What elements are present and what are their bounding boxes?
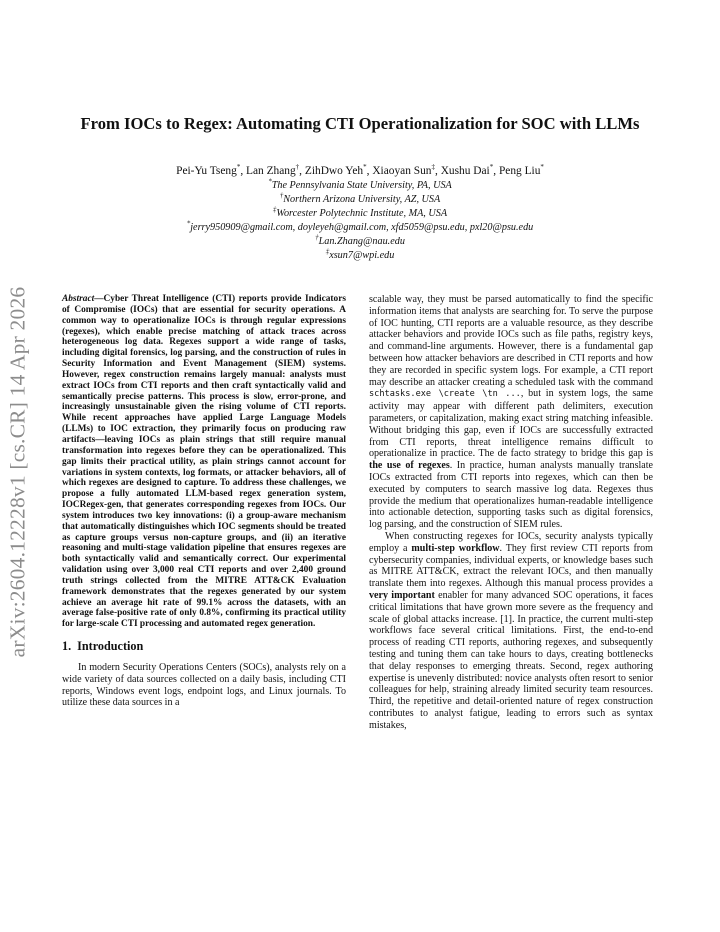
intro-paragraph-1: In modern Security Operations Centers (SOCs), analysts rely on a wide variety of data sources collected on a daily basis, including CTI reports, Windows event logs, endpoint logs, and Linux journals. To utilize these data sources in a: [62, 661, 346, 709]
paper-title: From IOCs to Regex: Automating CTI Operationalization for SOC with LLMs: [80, 114, 640, 133]
abstract-label: Abstract: [62, 294, 95, 304]
author-email-nau: †Lan.Zhang@nau.edu: [315, 233, 405, 247]
author-emails: *jerry950909@gmail.com, doyleyeh@gmail.com, xfd5059@psu.edu, pxl20@psu.edu: [186, 219, 534, 233]
affiliation-2: †Northern Arizona University, AZ, USA: [279, 191, 441, 205]
abstract-text: —Cyber Threat Intelligence (CTI) reports provide Indicators of Compromise (IOCs) that are essential for security operations. A common way to operationalize IOCs is through regular expressions (regexes), which enable precise matching of attack traces across heterogeneous log data. Regexes support a wide range of tasks, including digital forensics, log parsing, and the construction of rules in Security Information and Event Management (SIEM) systems. However, regex construction remains largely manual: analysts must extract IOCs from CTI reports and then craft syntactically valid and semantically precise patterns. This process is slow, error-prone, and increasingly unsustainable given the rising volume of CTI reports. While recent approaches have applied Large Language Models (LLMs) to IOC extraction, they primarily focus on producing raw artifacts—leaving IOCs as plain strings that still require manual transformation into regexes before they can be operationalized. This gap limits their practical utility, as plain strings cannot account for variations in system contexts, log formats, or attacker behaviors, all of which regexes are designed to capture. To address these challenges, we propose a fully automated LLM-based regex generation system, IOCRegex-gen, that generates corresponding regexes from IOCs. Our system introduces two key innovations: (i) a group-aware mechanism that automatically distinguishes which IOC segments should be treated as capture groups versus non-capture groups, and (ii) an iterative reasoning and multi-stage validation pipeline that ensures regexes are both syntactically valid and semantically correct. Our experimental validation using over 3,000 real CTI reports and over 2,400 ground truth strings collected from the MITRE ATT&CK Evaluation framework demonstrates that the regexes generated by our system achieve an average hit rate of 99.1% across the datasets, with an average false-positive rate of only 0.8%, confirming its practical utility for large-scale CTI processing and automated regex generation.: [62, 294, 346, 630]
left-column: [62, 294, 346, 709]
intro-paragraph-2: When constructing regexes for IOCs, security analysts typically employ a multi-step workflow. They first review CTI reports from cybersecurity companies, individual experts, or knowledge bases such as MITRE ATT&CK, extract the relevant IOCs, and then manually translate them into regexes. Although this manual process provides a very important enabler for many advanced SOC operations, it faces critical limitations that have grown more severe as the frequency and scale of global attacks increase. [1]. In practice, the current multi-step workflows face several critical limitations. First, the end-to-end process of reading CTI reports, authoring regexes, and subsequently testing and tuning them can take hours to days, creating bottlenecks that delay responses to emerging threats. Second, regex authoring expertise is unevenly distributed: novice analysts often resort to senior colleagues for help, straining already limited security team resources. Third, the repetitive and detail-oriented nature of regex construction contributes to analyst fatigue, leading to errors such as syntax mistakes,: [369, 530, 654, 731]
author-1: Pei-Yu Tseng*,: [176, 163, 247, 177]
command-snippet: schtasks.exe \create \tn ...: [369, 389, 521, 400]
emphasis-regexes: the use of regexes: [369, 460, 450, 472]
author-2: Lan Zhang†,: [246, 163, 305, 177]
emphasis-very-important: very important: [369, 589, 435, 601]
arxiv-identifier: arXiv:2604.12228v1 [cs.CR] 14 Apr 2026: [5, 286, 30, 658]
affiliation-1: *The Pennsylvania State University, PA, USA: [268, 177, 452, 191]
emphasis-multi-step-workflow: multi-step workflow: [411, 542, 500, 554]
affiliations: [40, 179, 680, 262]
affiliation-3: ‡Worcester Polytechnic Institute, MA, USA: [272, 205, 448, 219]
arxiv-stamp: [4, 262, 32, 682]
author-6: Peng Liu*: [498, 163, 544, 177]
author-3: ZihDwo Yeh*,: [304, 163, 373, 177]
author-5: Xushu Dai*,: [440, 163, 499, 177]
author-4: Xiaoyan Sun‡,: [372, 163, 441, 177]
intro-paragraph-1-continued: scalable way, they must be parsed automatically to find the specific information items that analysts are searching for. To serve the purpose of IOC hunting, CTI reports are a valuable resource, as they describe attacker behaviors and provide IOCs such as file paths, registry keys, and command-line arguments. However, there is a fundamental gap between how attacker behaviors are described in CTI reports and how they are recorded in specific system logs. For example, a CTI report may describe an attacker creating a scheduled task with the command schtasks.exe \create \tn ..., but in system logs, the same activity may appear with different path delimiters, execution parameters, or capitalization, making exact string matching infeasible. Without bridging this gap, even if IOCs are successfully extracted from CTI reports, threat intelligence remains difficult to operationalize in practice. The de facto strategy to bridge this gap is the use of regexes. In practice, human analysts manually translate IOCs extracted from CTI reports into regexes, which can then be executed by computers to search massive log data. Regexes thus provide the medium that operationalizes human-readable intelligence into actionable detection, supporting tasks such as digital forensics, log parsing, and the construction of SIEM rules.: [369, 294, 653, 531]
right-column: [369, 294, 653, 731]
author-list: [40, 164, 680, 178]
section-heading-introduction: 1. Introduction: [62, 639, 144, 654]
abstract: [62, 294, 346, 630]
author-email-wpi: ‡xsun7@wpi.edu: [325, 247, 395, 261]
